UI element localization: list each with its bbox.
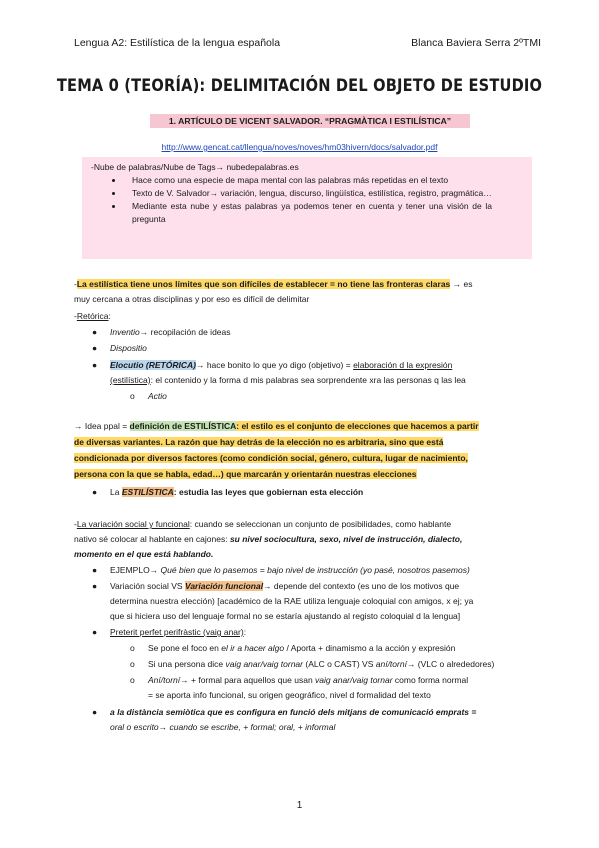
definition-line2 (74, 436, 443, 449)
ejemplo-line (110, 564, 470, 577)
definition-line3 (74, 452, 468, 465)
bullet-icon: ● (92, 707, 98, 717)
page-number: 1 (296, 800, 303, 811)
semiotica-line2: oral o escrito→ cuando se escribe, + formal; oral, + informal (110, 722, 336, 732)
inventio-label: Inventio (110, 327, 140, 337)
sub-bullet-icon: o (130, 643, 135, 653)
semiotica-line1: a la distància semiòtica que es configura en funció dels mitjans de comunicació emprats = (110, 707, 477, 717)
preterit-line (110, 626, 246, 639)
retorica-inventio (110, 326, 231, 339)
definition-bullet (110, 486, 363, 499)
variacion-label: La variación social y funcional (76, 519, 190, 529)
text: → + formal para aquellos que usan (180, 675, 316, 685)
dash: - (74, 279, 77, 289)
definition-highlight: definición de ESTILÍSTICA (129, 421, 237, 431)
page-title: TEMA 0 (TEORÍA): DELIMITACIÓN DEL OBJETO DE ESTUDIO (56, 76, 543, 96)
highlight-limits: La estilística tiene unos límites que son difíciles de establecer = no tiene las fronteras claras (76, 279, 451, 289)
text: → hace bonito lo que yo digo (objetivo) = (195, 360, 354, 370)
text: EJEMPLO→ (110, 565, 161, 575)
preterit-sub3 (148, 674, 468, 687)
retorica-elocutio-line2 (110, 374, 466, 387)
text: Se pone el foco en (148, 643, 222, 653)
text: nativo sé colocar al hablante en cajones: (74, 534, 230, 544)
definition-line4 (74, 468, 417, 481)
sub-bullet-icon: o (130, 391, 135, 401)
colon: : (243, 627, 247, 637)
text-underlined: (estilística) (110, 375, 151, 385)
text-italic: el ir a hacer algo (221, 643, 285, 653)
variacion-line3: momento en el que está hablando. (74, 549, 214, 559)
bullet-icon: ● (92, 343, 98, 353)
text: → depende del contexto (es uno de los motivos que (263, 581, 460, 591)
paragraph-limits (74, 278, 472, 291)
list-item: • Texto de V. Salvador→ variación, lengua, discurso, lingüística, estilística, registro, pragmática… (124, 187, 492, 200)
text: Variación social VS (110, 581, 185, 591)
definition-text: condicionada por diversos factores (como condición social, género, cultura, lugar de nacimiento, (74, 453, 468, 463)
text-underlined: elaboración d la expresión (353, 360, 453, 370)
pdf-link[interactable]: http://www.gencat.cat/llengua/noves/noves/hm03hivern/docs/salvador.pdf (161, 142, 438, 152)
vs-line2: determina nuestra elección) [académico de la RAE utiliza lenguaje coloquial con amigos, x ej; ya (110, 596, 474, 606)
tagbox-list (82, 174, 532, 226)
text: La (110, 487, 122, 497)
bullet-icon: ● (92, 565, 98, 575)
definition-text: : el estilo es el conjunto de elecciones que hacemos a partir (236, 421, 479, 431)
text: como forma normal (392, 675, 469, 685)
vs-line1 (110, 580, 459, 593)
paragraph-limits-line2: muy cercana a otras disciplinas y por eso es difícil de delimitar (74, 294, 310, 304)
list-item: • Hace como una especie de mapa mental con las palabras más repetidas en el texto (124, 174, 492, 187)
text-italic: vaig anar/vaig tornar (315, 675, 393, 685)
text: (ALC o CAST) VS (303, 659, 376, 669)
definition-text: persona con la que se habla, edad…) que marcarán y orientarán nuestras elecciones (74, 469, 417, 479)
retorica-heading: -Retórica: (74, 311, 111, 321)
tagbox-heading: -Nube de palabras/Nube de Tags→ nubedepalabras.es (91, 162, 299, 172)
header-left: Lengua A2: Estilística de la lengua española (74, 37, 281, 49)
text-italic: Aní/torní (148, 675, 181, 685)
definition-text: de diversas variantes. La razón que hay detrás de la elección no es arbitraria, sino que está (74, 437, 444, 447)
estilistica-highlight: ESTILÍSTICA (121, 487, 174, 497)
colon: : (108, 311, 111, 321)
sub-bullet-icon: o (130, 659, 135, 669)
text-italic: aní/torní (375, 659, 407, 669)
variacion-funcional-highlight: Variación funcional (184, 581, 264, 591)
retorica-label: Retórica (76, 311, 109, 321)
definition-line1 (74, 420, 479, 433)
text: → es (450, 279, 473, 289)
retorica-elocutio (110, 359, 452, 372)
retorica-dispositio: Dispositio (110, 343, 147, 353)
bullet-icon: ● (92, 327, 98, 337)
preterit-sub2 (148, 658, 494, 671)
dash: - (74, 519, 77, 529)
variacion-line2 (74, 533, 462, 546)
text: : el contenido y la forma d mis palabras sea sorprendente xra las personas q las lea (150, 375, 466, 385)
section-heading-1: 1. ARTÍCULO DE VICENT SALVADOR. “PRAGMÀTICA I ESTILÍSTICA” (150, 114, 470, 128)
text: → recopilación de ideas (139, 327, 231, 337)
text-italic: vaig anar/vaig tornar (225, 659, 303, 669)
text: : cuando se seleccionan un conjunto de posibilidades, como hablante (189, 519, 452, 529)
text: → (VLC o alrededores) (406, 659, 495, 669)
vs-line3: que si hiciera uso del lenguaje formal no se estaría ajustando al registo coloquial d la lengua] (110, 611, 461, 621)
retorica-actio: Actio (148, 391, 167, 401)
text: : estudia las leyes que gobiernan esta elección (173, 487, 364, 497)
bullet-icon: ● (92, 627, 98, 637)
variacion-line1 (74, 518, 451, 531)
elocutio-highlight: Elocutio (RETÓRICA) (110, 360, 196, 370)
bullet-icon: ● (92, 581, 98, 591)
header-right: Blanca Baviera Serra 2ºTMI (411, 37, 541, 49)
preterit-sub3-line2: = se aporta info funcional, su origen geográfico, nivel d formalidad del texto (148, 690, 431, 700)
preterit-sub1 (148, 642, 455, 655)
text: Si una persona dice (148, 659, 226, 669)
text: → Idea ppal = (74, 421, 130, 431)
bullet-icon: ● (92, 360, 98, 370)
list-item: • Mediante esta nube y estas palabras ya podemos tener en cuenta y tener una visión de la pregunta (124, 200, 492, 226)
text: / Aporta + dinamismo a la acción y expresión (284, 643, 456, 653)
text-bold-italic: su nivel sociocultura, sexo, nivel de instrucción, dialecto, (229, 534, 463, 544)
bullet-icon: ● (92, 487, 98, 497)
text-italic: Qué bien que lo pasemos = bajo nivel de instrucción (yo pasé, nosotros pasemos) (160, 565, 470, 575)
tag-cloud-box (82, 157, 532, 259)
preterit-label: Preterit perfet perifràstic (vaig anar) (110, 627, 244, 637)
sub-bullet-icon: o (130, 675, 135, 685)
